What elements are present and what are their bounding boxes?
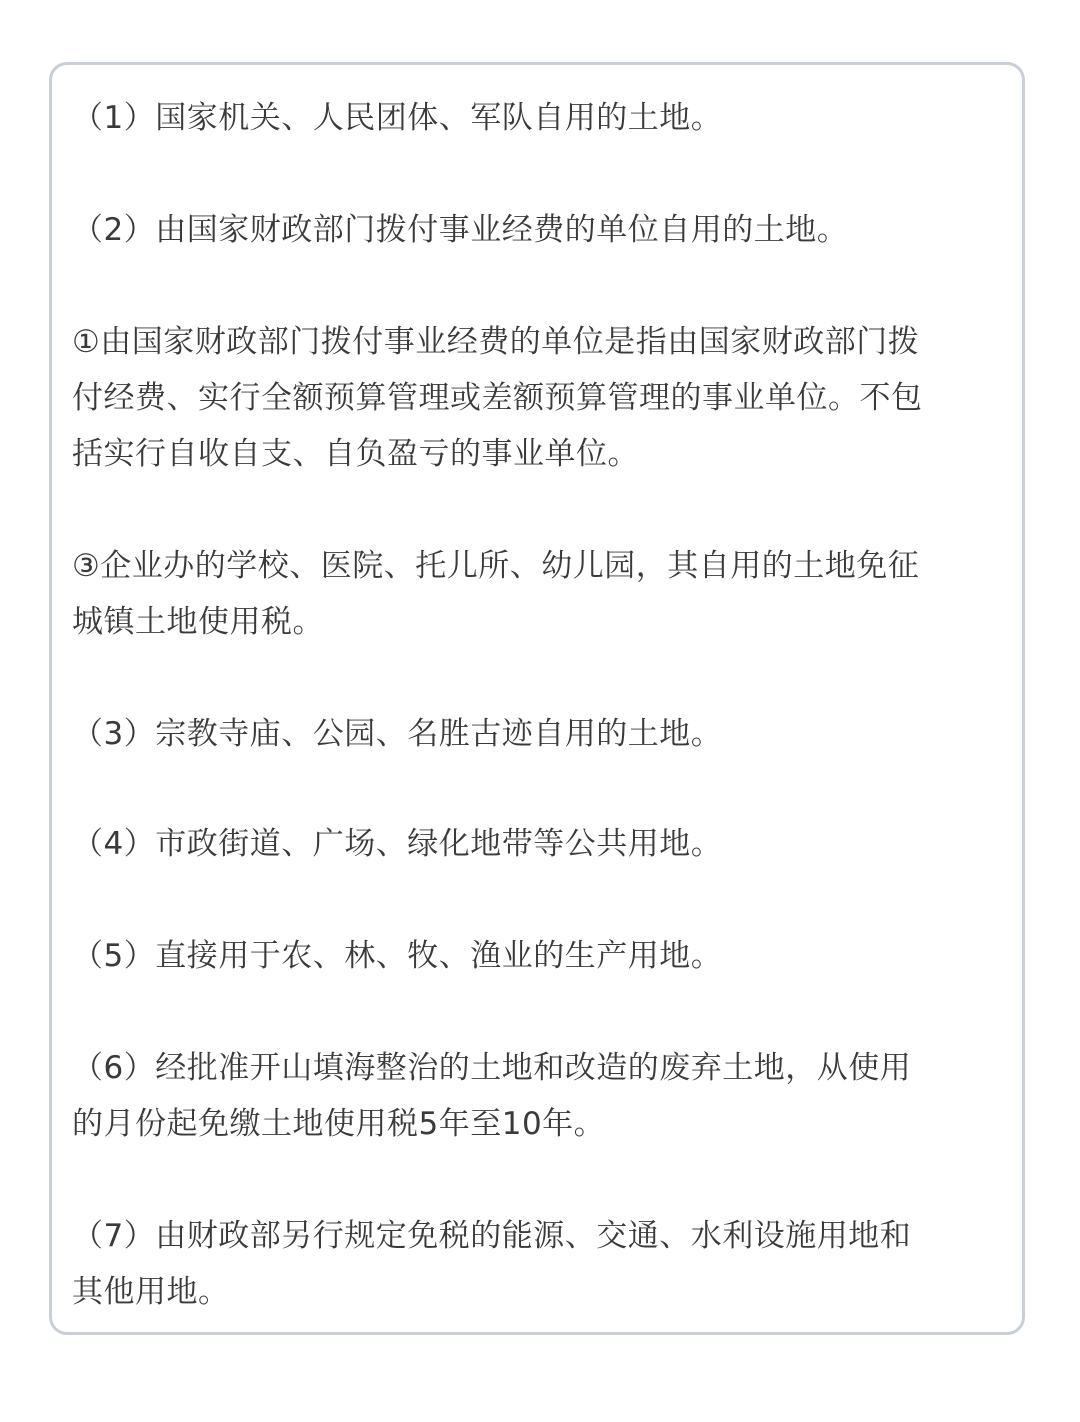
paragraph-item-2 <box>72 202 1002 258</box>
paragraph-line: 的月份起免缴土地使用税5年至10年。 <box>72 1106 606 1142</box>
paragraph-line: ③企业办的学校、医院、托儿所、幼儿园，其自用的土地免征 <box>72 548 920 584</box>
paragraph-line: ①由国家财政部门拨付事业经费的单位是指由国家财政部门拨 <box>72 324 920 360</box>
paragraph-item-7 <box>72 1208 1002 1320</box>
paragraph-item-3 <box>72 706 1002 762</box>
paragraph-line: 其他用地。 <box>72 1274 230 1310</box>
paragraph-line: （7）由财政部另行规定免税的能源、交通、水利设施用地和 <box>72 1218 912 1254</box>
paragraph-line: （1）国家机关、人民团体、军队自用的土地。 <box>72 100 723 136</box>
paragraph-line: （2）由国家财政部门拨付事业经费的单位自用的土地。 <box>72 212 849 248</box>
paragraph-line: 付经费、实行全额预算管理或差额预算管理的事业单位。不包 <box>72 380 923 416</box>
paragraph-line: 城镇土地使用税。 <box>72 604 324 640</box>
paragraph-note-3 <box>72 538 1002 650</box>
paragraph-item-5 <box>72 928 1002 984</box>
paragraph-line: 括实行自收自支、自负盈亏的事业单位。 <box>72 436 639 472</box>
paragraph-item-4 <box>72 816 1002 872</box>
paragraph-item-1 <box>72 90 1002 146</box>
paragraph-note-1 <box>72 314 1002 482</box>
paragraph-line: （5）直接用于农、林、牧、渔业的生产用地。 <box>72 938 723 974</box>
paragraph-line: （3）宗教寺庙、公园、名胜古迹自用的土地。 <box>72 716 723 752</box>
paragraph-line: （6）经批准开山填海整治的土地和改造的废弃土地，从使用 <box>72 1050 912 1086</box>
paragraph-item-6 <box>72 1040 1002 1152</box>
paragraph-line: （4）市政街道、广场、绿化地带等公共用地。 <box>72 826 723 862</box>
